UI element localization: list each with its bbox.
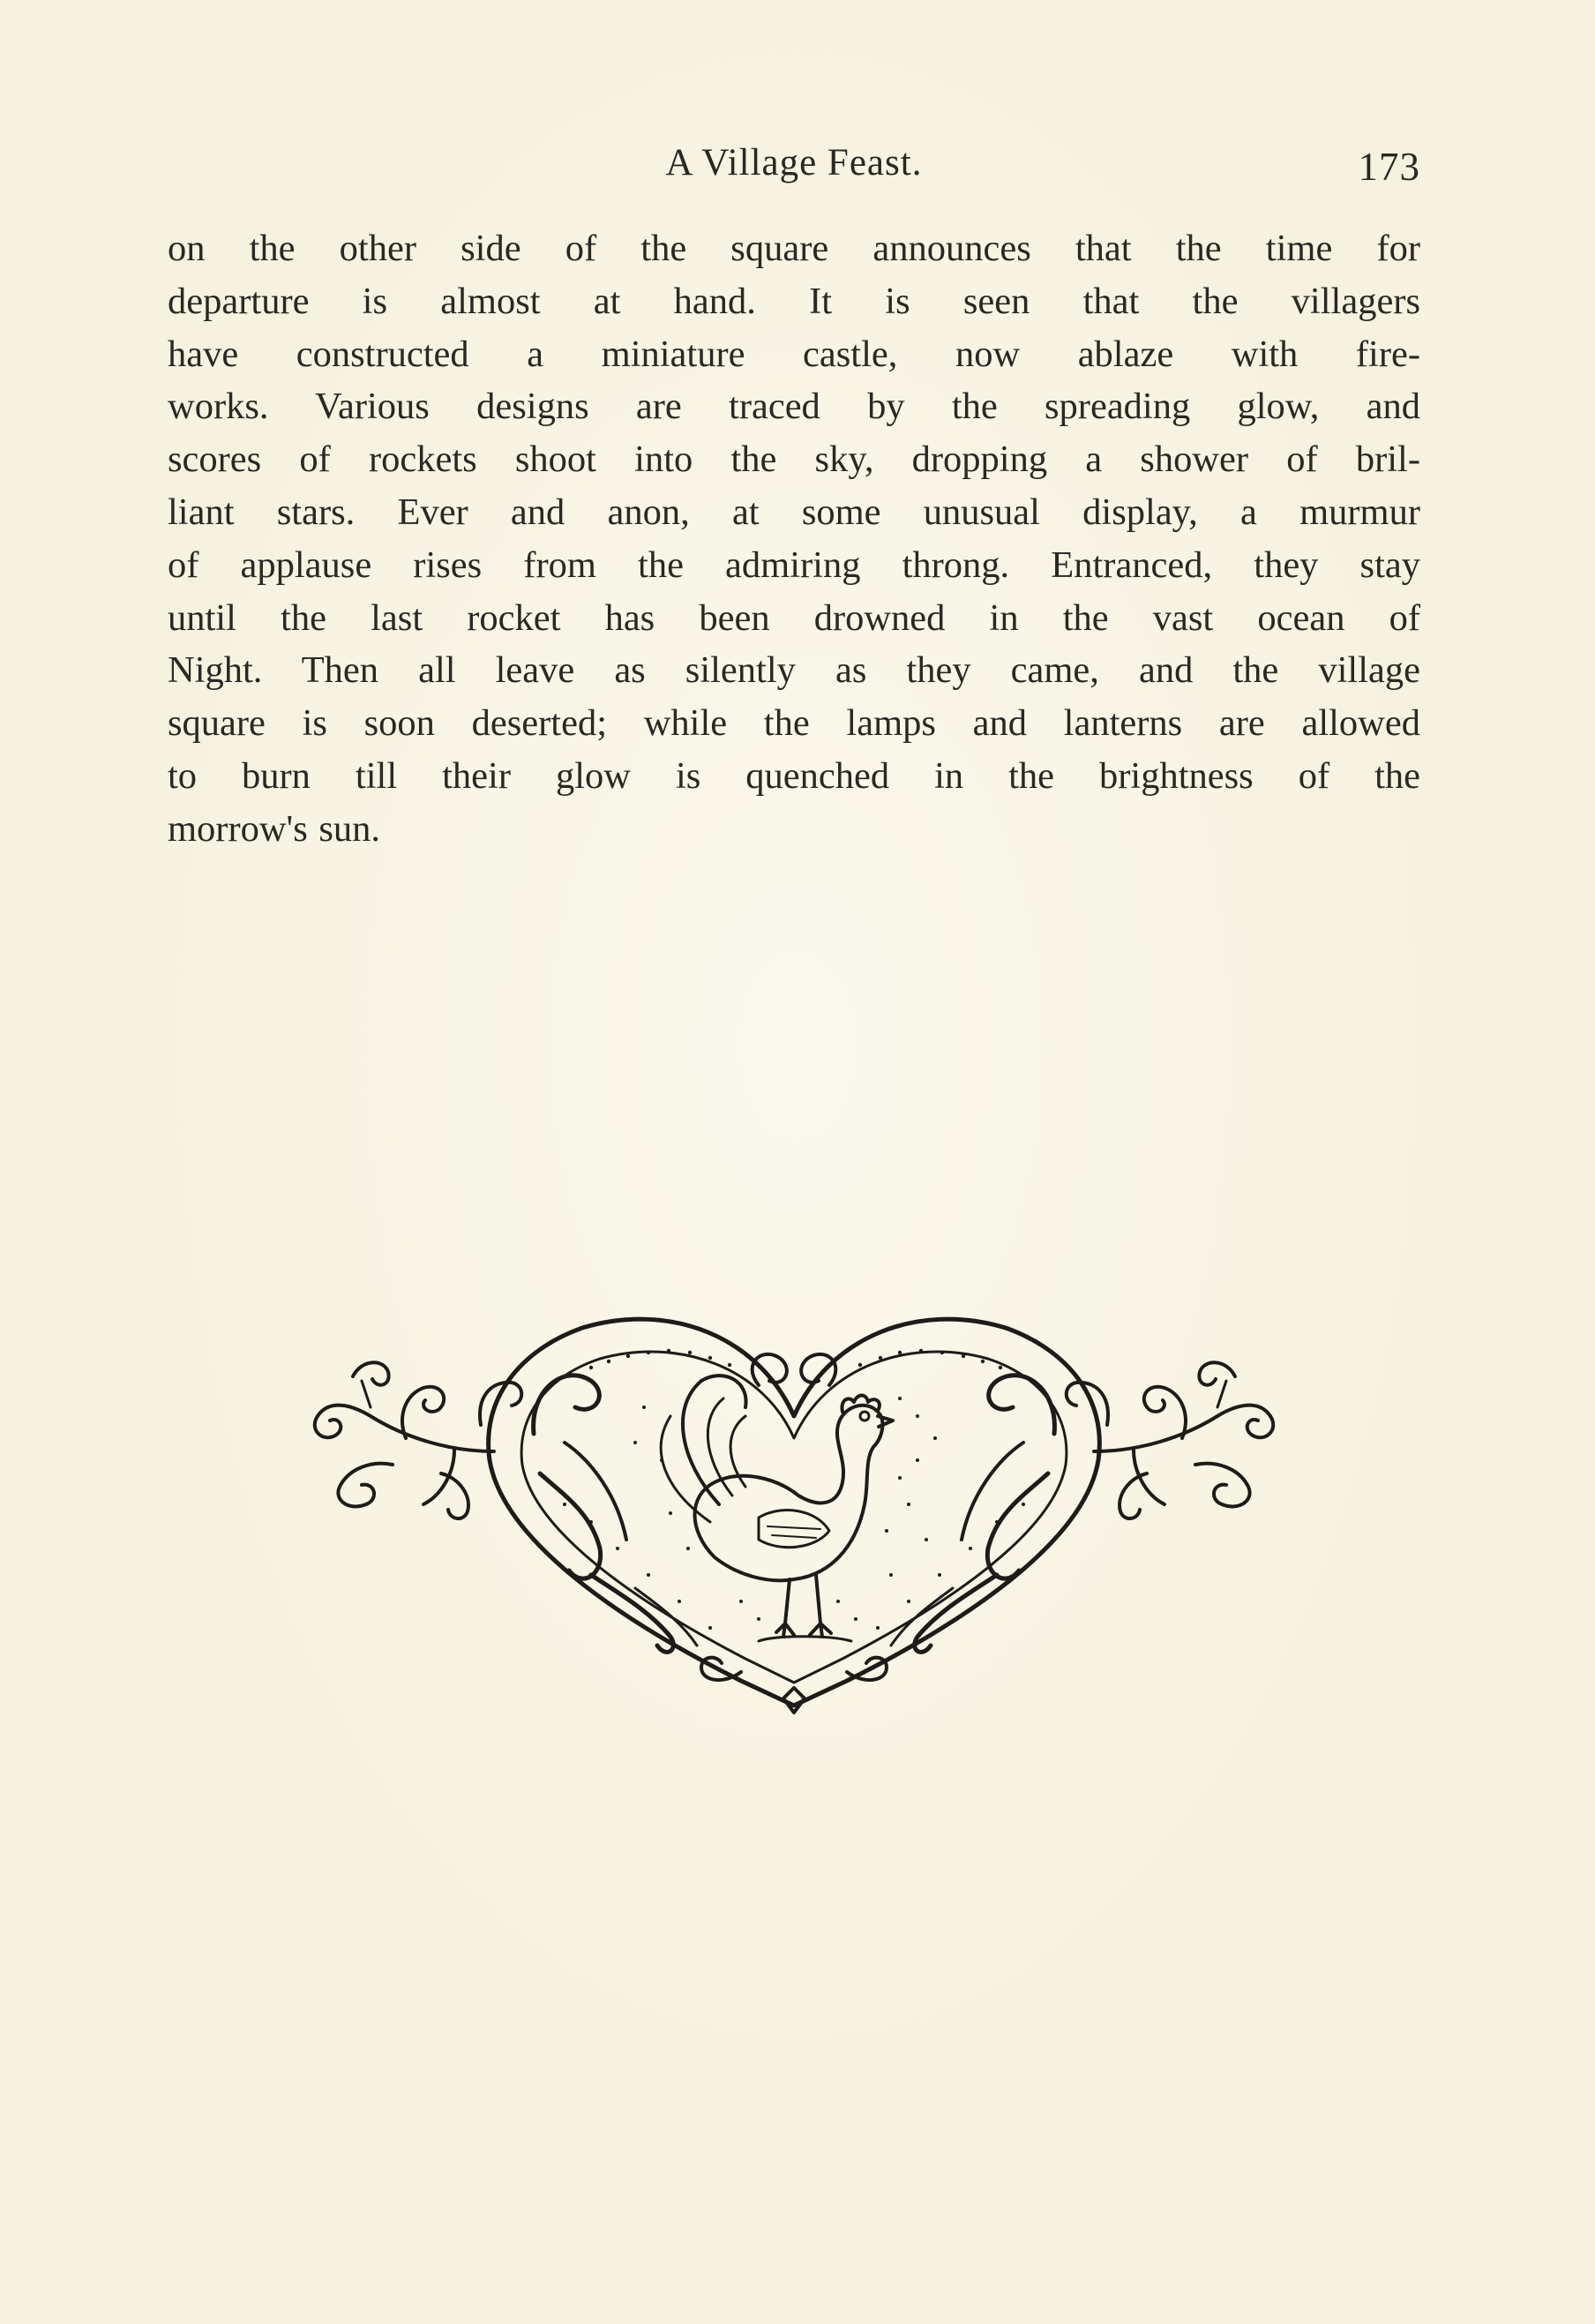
text-line: have constructed a miniature castle, now ablaze with fire- [168,333,1420,375]
text-line: to burn till their glow is quenched in the brightness of the [168,754,1420,797]
text-line: Night. Then all leave as silently as they came, and the village [168,649,1420,692]
text-line: of applause rises from the admiring throng. Entranced, they stay [168,544,1420,586]
text-line: liant stars. Ever and anon, at some unusual display, a murmur [168,491,1420,533]
text-line: until the last rocket has been drowned in the vast ocean of [168,596,1420,639]
text-line: on the other side of the square announces that the time for [168,228,1420,269]
body-paragraph [168,222,1420,856]
running-head [168,132,1420,194]
text-line: square is soon deserted; while the lamps and lanterns are allowed [168,702,1420,745]
page-number: 173 [1358,145,1420,189]
text-line: morrow's sun. [168,807,381,850]
text-line: works. Various designs are traced by the spreading glow, and [168,386,1420,428]
rooster-heart-vignette-icon [300,1284,1288,1716]
running-title: A Village Feast. [665,142,923,184]
text-line: scores of rockets shoot into the sky, dropping a shower of bril- [168,439,1420,481]
text-line: departure is almost at hand. It is seen that the villagers [168,280,1420,322]
